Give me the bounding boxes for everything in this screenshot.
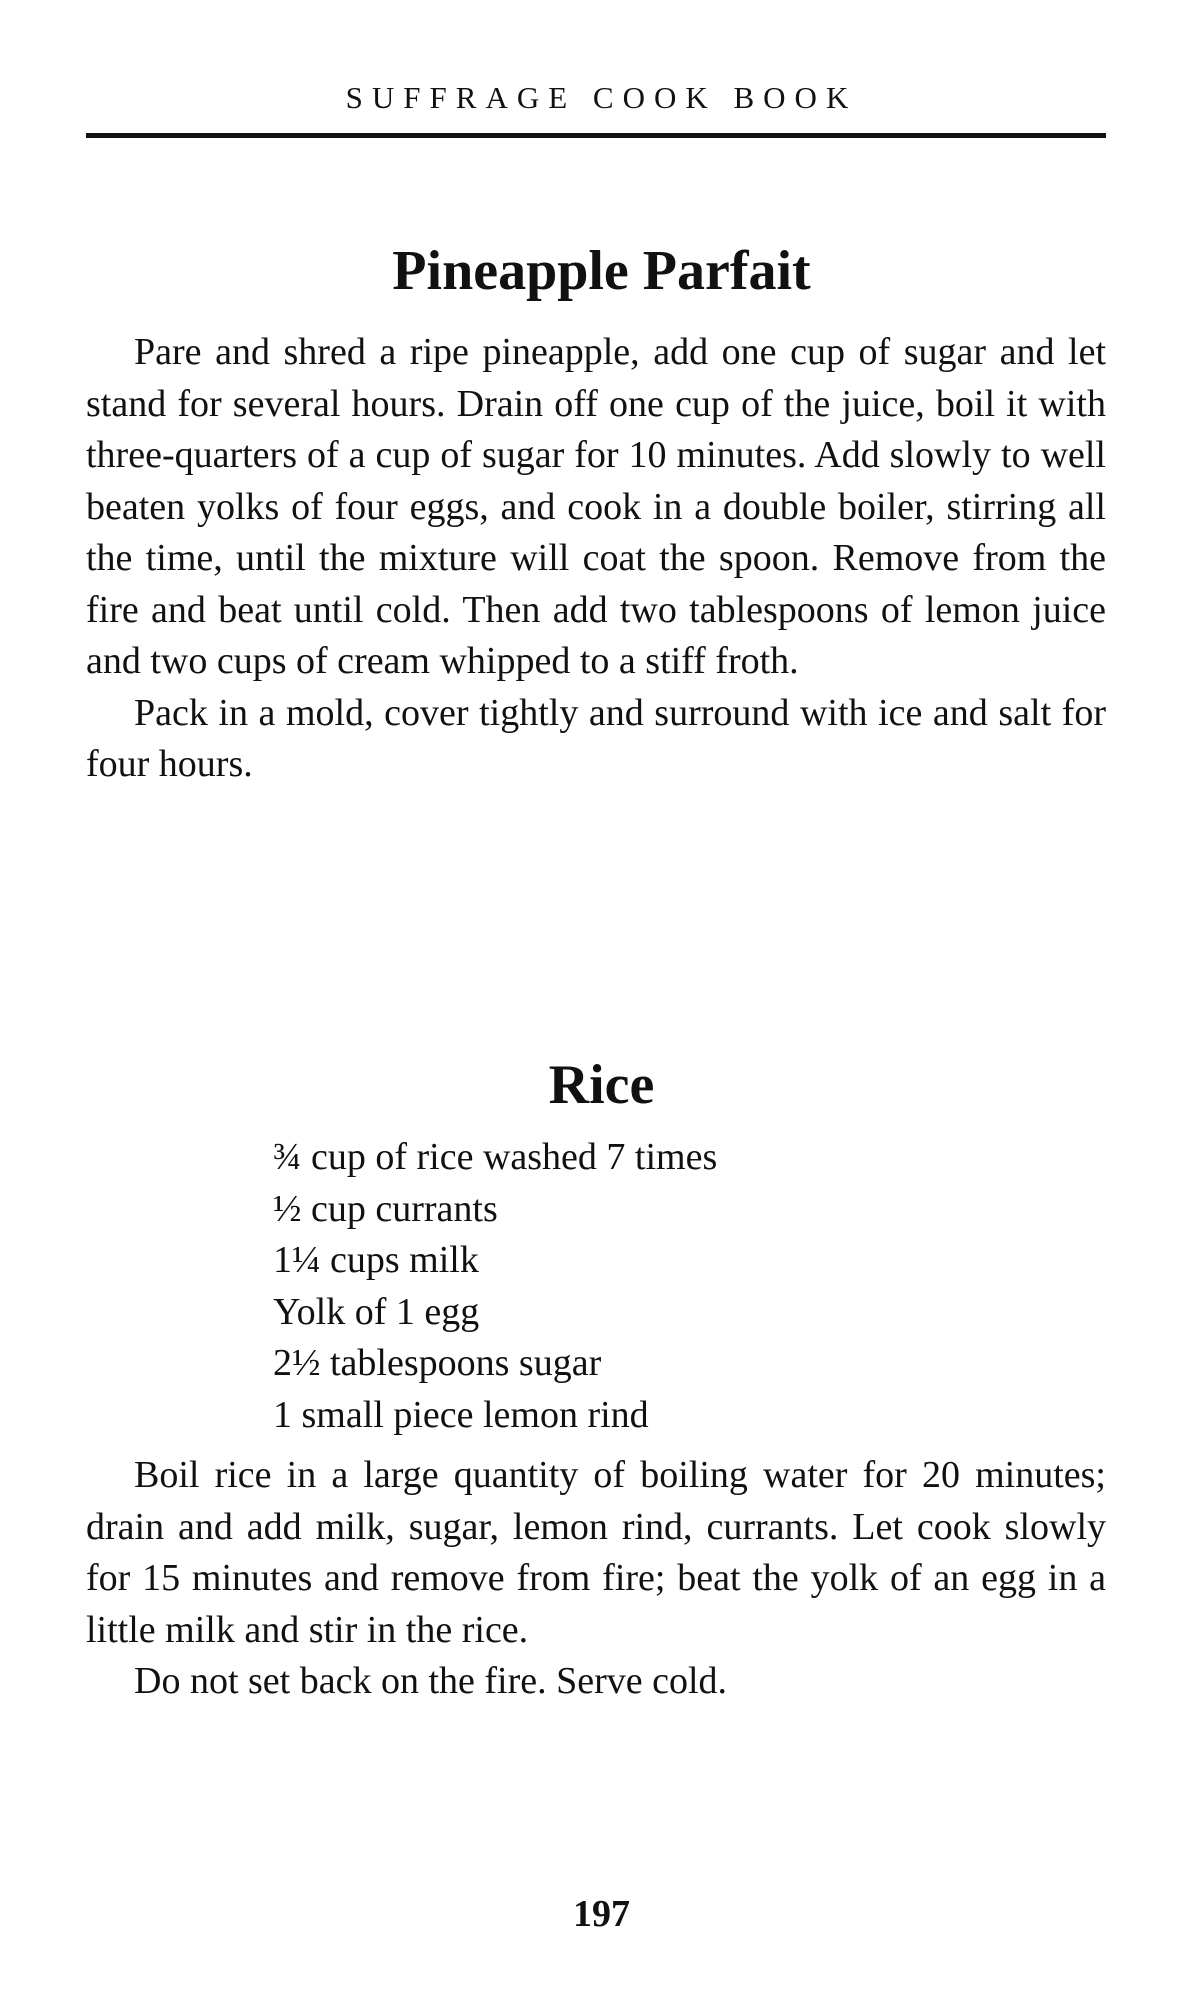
recipe-paragraph: Pack in a mold, cover tightly and surround with ice and salt for four hours. [86,691,1106,785]
header-rule [86,133,1106,138]
running-head: SUFFRAGE COOK BOOK [345,80,858,115]
recipe-body-pineapple-parfait [86,327,1106,791]
ingredient-item: 1¼ cups milk [273,1239,479,1281]
recipe-paragraph: Boil rice in a large quantity of boiling water for 20 minutes; drain and add milk, sugar, lemon rind, currants. Let cook slowly for 15 minutes and remove from fire; beat the yolk of an egg in a little milk and stir in the rice. [86,1454,1106,1651]
ingredient-item: ¾ cup of rice washed 7 times [273,1136,718,1178]
recipe-body-rice [86,1450,1106,1708]
ingredient-item: 2½ tablespoons sugar [273,1342,602,1384]
page-number: 197 [573,1893,630,1935]
ingredient-item: 1 small piece lemon rind [273,1393,649,1436]
ingredient-item: Yolk of 1 egg [273,1290,480,1333]
recipe-title-rice: Rice [548,1054,655,1116]
ingredient-item: ½ cup currants [273,1187,498,1230]
ingredient-list-rice [273,1132,973,1441]
recipe-title-pineapple-parfait: Pineapple Parfait [392,240,811,302]
recipe-paragraph: Do not set back on the fire. Serve cold. [134,1660,728,1702]
recipe-paragraph: Pare and shred a ripe pineapple, add one cup of sugar and let stand for several hours. Drain off one cup of the juice, boil it with three-quarters of a cup of sugar for 10 minutes. Add slowly to well beaten yolks of four eggs, and cook in a double boiler, stirring all the time, until the mixture will coat the spoon. Remove from the fire and beat until cold. Then add two tablespoons of lemon juice and two cups of cream whipped to a stiff froth. [86,331,1106,682]
